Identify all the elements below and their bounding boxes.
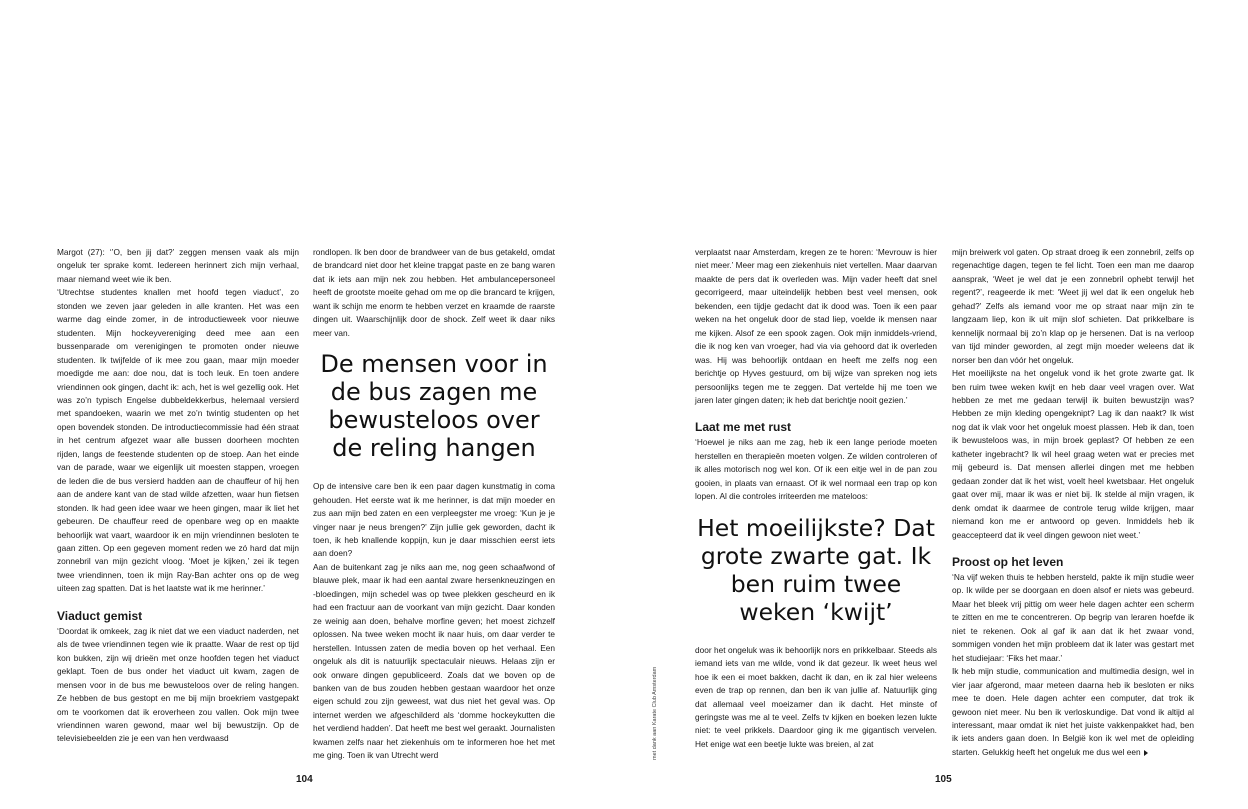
paragraph: Aan de buitenkant zag je niks aan me, nog geen schaafwond of blauwe plek, maar ik had een aantal zware hersenkneuzingen en -bloedingen, mijn schedel was op twee plekken gescheurd en ik had een fractuur aan de voorkant van mijn gezicht. Daar konden ze weinig aan doen, behalve morfine geven; het moest zichzelf oplossen. Na twee weken mocht ik naar huis, om daar verder te herstellen. Intussen zaten de media boven op het verhaal. Een ongeluk als dit is natuurlijk spectaculair nieuws. Helaas zijn er ook onware dingen gepubliceerd. Zoals dat we boven op de banken van de bus zouden hebben gestaan waardoor het onze eigen schuld zou zijn geweest, wat dus niet het geval was. Op internet werden we afgeschilderd als ‘domme hockeykutten die het verdiend hadden’. Dat heeft me best wel geraakt. Journalisten kwamen zelfs naar het ziekenhuis om te informeren hoe het met me ging. Toen ik van Utrecht werd bbox=[313, 561, 555, 761]
continue-arrow-icon bbox=[1144, 750, 1148, 756]
page-number: 104 bbox=[296, 774, 313, 785]
paragraph: Het moeilijkste na het ongeluk vond ik het grote zwarte gat. Ik ben ruim twee weken kwijt en heb daar veel vragen over. Wat hebben ze met me gedaan terwijl ik buiten bewustzijn was? Hebben ze mijn kleding opengeknipt? Lag ik dan naakt? Ik wist nog dat ik vlak voor het ongeluk moest plassen. Heb ik dan, toen ik bewusteloos was, in mijn broek geplast? Of hebben ze een katheter ingebracht? Ik wil heel graag weten wat er precies met mij gebeurd is. Dat mensen allerlei dingen met me hebben gedaan zonder dat ik het wist, voelt heel kwetsbaar. Het ongeluk gaat over mij, maar ik was er niet bij. Ik stelde al mijn vragen, ik denk omdat ik daarmee de controle terug wilde krijgen, maar niemand kon me er antwoord op geven. Inmiddels heb ik geaccepteerd dat ik veel dingen gewoon niet weet.’ bbox=[952, 368, 1194, 540]
paragraph: ‘Hoewel je niks aan me zag, heb ik een lange periode moeten herstellen en therapieën moeten volgen. Ze wilden controleren of ik alles motorisch nog wel kon. Of ik een eitje wel in de pan zou gooien, in plaats van ernaast. Of ik wel normaal een trap op kon lopen. Al die controles irriteerden me mateloos: bbox=[695, 437, 937, 502]
section-heading: Proost op het leven bbox=[952, 554, 1064, 569]
paragraph: verplaatst naar Amsterdam, kregen ze te horen: ‘Mevrouw is hier niet meer.’ Meer mag een ziekenhuis niet vertellen. Maar daarvan maakte de pers dat ik overleden was. Mijn vader heeft dat snel gecorrigeerd, maar uiteindelijk hebben best veel mensen, ook bekenden, een tijdje gedacht dat ik dood was. Toen ik een paar weken na het ongeluk door de stad liep, voelde ik mensen naar me kijken. Alsof ze een spook zagen. Ook mijn inmiddels-vriend, die ik nog ken van vroeger, had via via gehoord dat ik overleden was. Hij was behoorlijk ontdaan en heeft me zelfs nog een berichtje op Hyves gestuurd, om bij wijze van spreken nog iets persoonlijks tegen me te zeggen. Dat vertelde hij me toen we jaren later gingen daten; ik heb dat berichtje nooit gezien.’ bbox=[695, 247, 937, 405]
section-heading: Viaduct gemist bbox=[57, 608, 143, 623]
pull-quote: De mensen voor in de bus zagen me bewusteloos over de reling hangen bbox=[320, 350, 548, 463]
paragraph: rondlopen. Ik ben door de brandweer van de bus getakeld, omdat de brandcard niet door het kleine trapgat paste en ze bang waren dat ik iets aan mijn nek zou hebben. Het ambulancepersoneel heeft de grootste moeite gehad om me op die brancard te krijgen, want ik schijn me enorm te hebben verzet en kraamde de raarste dingen uit. Waarschijnlijk door de shock. Zelf weet ik daar niks meer van. bbox=[313, 247, 555, 338]
paragraph: Margot (27): ‘’O, ben jij dat?’ zeggen mensen vaak als mijn ongeluk ter sprake komt. Iedereen herinnert zich mijn verhaal, maar niemand weet wie ik ben. bbox=[57, 247, 299, 284]
paragraph-with-arrow bbox=[952, 665, 1194, 759]
right-page bbox=[624, 0, 1248, 809]
left-column-2 bbox=[313, 246, 555, 763]
page-number: 105 bbox=[935, 774, 952, 785]
paragraph: Op de intensive care ben ik een paar dagen kunstmatig in coma gehouden. Het eerste wat ik me herinner, is dat mijn moeder en zus aan mijn bed zaten en een verpleegster me vroeg: ‘Kun je je vinger naar je neus brengen?’ Zijn jullie gek geworden, dacht ik toen, ik heb knallende koppijn, kun je daar misschien eerst iets aan doen? bbox=[313, 481, 555, 559]
paragraph: ‘Utrechtse studentes knallen met hoofd tegen viaduct’, zo stonden we zeven jaar geleden in alle kranten. Het was een warme dag einde zomer, in de introductieweek voor nieuwe studenten. Mijn hockeyvereniging deed mee aan een bussenparade om verenigingen te promoten onder nieuwe studenten. Ik twijfelde of ik mee zou gaan, maar mijn moeder moedigde me aan: doe nou, dat is toch leuk. En toen andere vriendinnen ook gingen, dacht ik: ach, het is wel gezellig ook. Het was zo’n typisch Engelse dubbeldekkerbus, helemaal versierd met spandoeken, waarin we met zo’n twintig studenten op het open bovendek stonden. De introductiecommissie had één straat in het centrum afgezet waar alle bussen doorheen mochten rijden, langs de feestende studenten op de stoep. Aan het einde van de parade, waar we eigenlijk uit moesten stappen, vroegen de leden die de bus versierd hadden aan de chauffeur of hij hen aan de andere kant van de stad wilde afzetten, waar hun fietsen stonden. Ik had geen idee waar we heen gingen, maar ik liet het gebeuren. De chauffeur reed de openbare weg op en maakte behoorlijk wat vaart, waardoor ik en mijn vriendinnen besloten te gaan zitten. Op een gegeven moment reden we zó hard dat mijn zonnebril van mijn gezicht vloog. ‘Moet je kijken,’ zei ik tegen twee vriendinnen, toen ik mijn Ray-Ban achter ons op de weg uiteen zag spatten. Dat is het laatste wat ik me herinner.’ bbox=[57, 287, 299, 594]
paragraph: Ik heb mijn studie, communication and multimedia design, wel in vier jaar afgerond, maar meteen daarna heb ik besloten er niks mee te doen. Hele dagen achter een computer, dat trok ik gewoon niet meer. Nu ben ik verloskundige. Dat vond ik altijd al interessant, maar omdat ik niet het juiste vakkenpakket had, ben ik iets anders gaan doen. In België kon ik wel met de opleiding starten. Gelukkig heeft het ongeluk me dus wel een bbox=[952, 666, 1194, 757]
paragraph: ‘Na vijf weken thuis te hebben hersteld, pakte ik mijn studie weer op. Ik wilde per se doorgaan en doen alsof er niets was gebeurd. Maar het bleek vrij pittig om weer hele dagen achter een scherm te zitten en me te concentreren. Op begrip van leraren hoefde ik niet te rekenen. Ook al gaf ik aan dat ik het zwaar vond, sommigen vonden het mijn probleem dat ik later was gestart met het studiejaar: ‘Fiks het maar.’ bbox=[952, 571, 1194, 663]
section-heading: Laat me met rust bbox=[695, 420, 792, 435]
left-column-1 bbox=[57, 246, 299, 746]
right-column-1 bbox=[695, 246, 937, 751]
paragraph: door het ongeluk was ik behoorlijk nors en prikkelbaar. Steeds als iemand iets van me wilde, vond ik dat gezeur. Ik weet heus wel hoe ik een ei moet bakken, dacht ik dan, en ik zal hier weleens even de trap op rennen, dan ben ik van jullie af. Natuurlijk ging dat allemaal veel moeizamer dan ik dacht. Het minste of geringste was me al te veel. Zelfs tv kijken en boeken lezen lukte niet: te veel prikkels. Daardoor ging ik me gigantisch vervelen. Het enige wat een beetje lukte was breien, al zat bbox=[695, 644, 937, 749]
right-column-2 bbox=[952, 246, 1194, 759]
photo-credit: met dank aan Karate Club Amsterdam bbox=[652, 666, 658, 760]
pull-quote: Het moeilijkste? Dat grote zwarte gat. Ik ben ruim twee weken ‘kwijt’ bbox=[697, 513, 935, 626]
paragraph: ‘Doordat ik omkeek, zag ik niet dat we een viaduct naderden, net als de twee vriendinnen tegen wie ik praatte. Waar de rest op tijd kon bukken, zijn wij drieën met onze hoofden tegen het viaduct geklapt. Toen de bus onder het viaduct uit kwam, zagen de mensen voor in de bus me bewusteloos over de reling hangen. Ze hebben de bus gestopt en me bij mijn broekriem vastgepakt om te voorkomen dat ik eroverheen zou vallen. Ook mijn twee vriendinnen waren gewond, maar wel bij bewustzijn. Op de televisiebeelden zie je een van hen verdwaasd bbox=[57, 625, 299, 744]
paragraph: mijn breiwerk vol gaten. Op straat droeg ik een zonnebril, zelfs op regenachtige dagen, tegen te fel licht. Toen een man me daarop aansprak, ‘Weet je wel dat je een zonnebril ophebt terwijl het regent?’, reageerde ik met: ‘Weet jij wel dat ik een ongeluk heb gehad?’ Zelfs als iemand voor me op straat naar mijn zin te langzaam liep, kon ik uit mijn slof schieten. Dat prikkelbare is kennelijk normaal bij zo’n klap op je hersenen. Dat is na verloop van tijd minder geworden, al zegt mijn moeder weleens dat ik norser ben dan vóór het ongeluk. bbox=[952, 247, 1194, 365]
